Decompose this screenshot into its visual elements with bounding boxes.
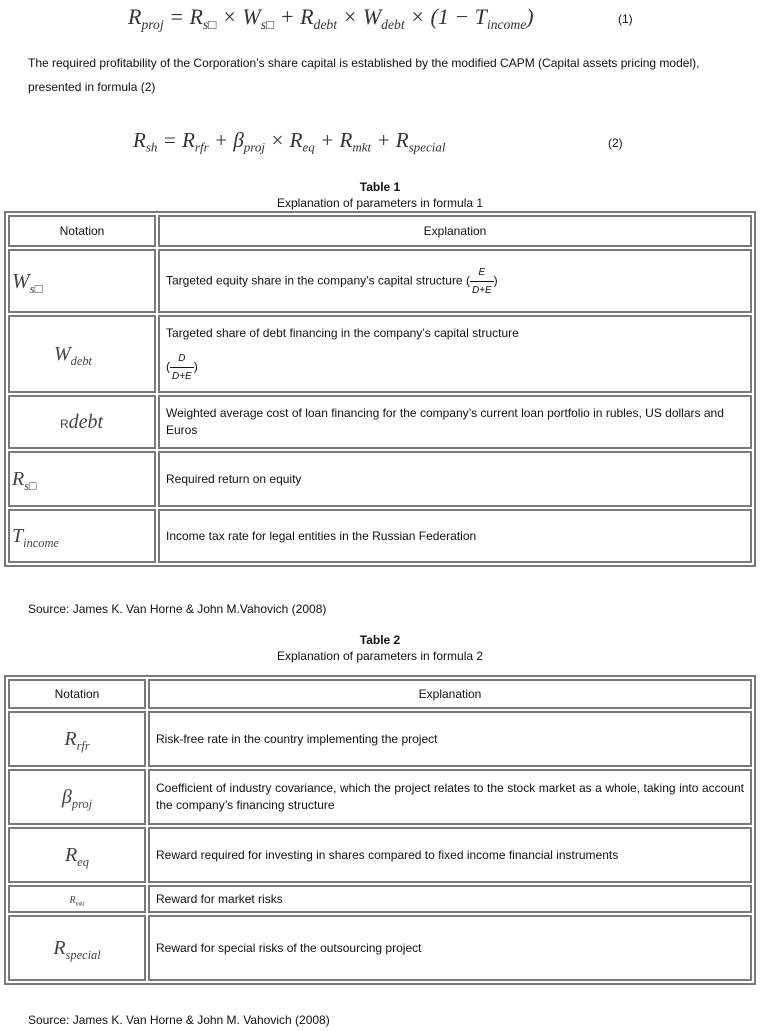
table-2-caption xyxy=(0,632,760,664)
notation-cell: Rdebt xyxy=(8,395,156,449)
table-1-header-notation: Notation xyxy=(8,215,156,247)
explanation-cell: Risk-free rate in the country implementing the project xyxy=(148,711,752,767)
explanation-cell: Targeted equity share in the company’s capital structure ( $\frac{E}{D+E}$ ) xyxy=(158,249,752,313)
fraction: $\frac{E}{D+E}$ xyxy=(470,264,494,299)
explanation-cell: Reward required for investing in shares compared to fixed income financial instruments xyxy=(148,827,752,883)
table-1-source: Source: James K. Van Horne & John M.Vahovich (2008) xyxy=(28,602,327,616)
explanation-cell: Targeted share of debt financing in the company’s capital structure ( $\frac{D}{D+E}$ ) xyxy=(158,315,752,393)
table-2 xyxy=(4,675,756,985)
table-row xyxy=(8,395,752,449)
explanation-cell: Weighted average cost of loan financing for the company’s current loan portfolio in rubles, US dollars and Euros xyxy=(158,395,752,449)
explanation-text: Targeted equity share in the company’s capital structure ( xyxy=(166,273,470,288)
table-row xyxy=(8,315,752,393)
notation-cell: $R_{mkt}$ xyxy=(8,885,146,913)
notation-cell: $\beta_{proj}$ xyxy=(8,769,146,825)
explanation-cell: Required return on equity xyxy=(158,451,752,507)
table-row xyxy=(8,509,752,563)
notation-cell: $R_{eq}$ xyxy=(8,827,146,883)
notation-cell: $R_{rfr}$ xyxy=(8,711,146,767)
formula-1: $R_{proj} = R_{s□} \times W_{s□} + R_{debt} \times W_{debt} \times (1 - T_{income})$ xyxy=(128,4,534,32)
formula-1-number: (1) xyxy=(618,12,633,26)
explanation-text: Targeted share of debt financing in the company’s capital structure xyxy=(166,326,519,340)
table-2-header-row xyxy=(8,679,752,709)
table-1-title: Explanation of parameters in formula 1 xyxy=(276,196,484,210)
table-2-header-notation: Notation xyxy=(8,679,146,709)
notation-cell: $W_{debt}$ xyxy=(8,315,156,393)
table-1-label: Table 1 xyxy=(359,180,401,194)
table-row xyxy=(8,885,752,913)
table-row xyxy=(8,915,752,981)
table-2-label: Table 2 xyxy=(359,633,401,647)
table-1-header-row xyxy=(8,215,752,247)
notation-cell: $R_{special}$ xyxy=(8,915,146,981)
intro-paragraph: The required profitability of the Corporation’s share capital is established by the modified CAPM (Capital assets pricing model), presented in formula (2) xyxy=(28,56,700,94)
formula-2-number: (2) xyxy=(608,136,623,150)
notation-cell: $W_{s□}$ xyxy=(8,249,156,313)
notation-cell: $T_{income}$ xyxy=(8,509,156,563)
table-1 xyxy=(4,211,756,567)
table-1-header-explanation: Explanation xyxy=(158,215,752,247)
table-1-caption xyxy=(0,179,760,211)
explanation-cell: Reward for special risks of the outsourcing project xyxy=(148,915,752,981)
table-row xyxy=(8,249,752,313)
table-2-source: Source: James K. Van Horne & John M. Vahovich (2008) xyxy=(28,1013,330,1027)
table-row xyxy=(8,827,752,883)
table-row xyxy=(8,451,752,507)
notation-cell: $R_{s□}$ xyxy=(8,451,156,507)
explanation-cell: Reward for market risks xyxy=(148,885,752,913)
table-2-header-explanation: Explanation xyxy=(148,679,752,709)
explanation-cell: Income tax rate for legal entities in the Russian Federation xyxy=(158,509,752,563)
fraction: $\frac{D}{D+E}$ xyxy=(170,350,194,385)
table-row xyxy=(8,711,752,767)
formula-2: $R_{sh} = R_{rfr} + \beta_{proj} \times R_{eq} + R_{mkt} + R_{special}$ xyxy=(133,128,446,155)
table-2-title: Explanation of parameters in formula 2 xyxy=(276,649,484,663)
table-row xyxy=(8,769,752,825)
explanation-cell: Coefficient of industry covariance, which the project relates to the stock market as a whole, taking into account the company’s financing structure xyxy=(148,769,752,825)
